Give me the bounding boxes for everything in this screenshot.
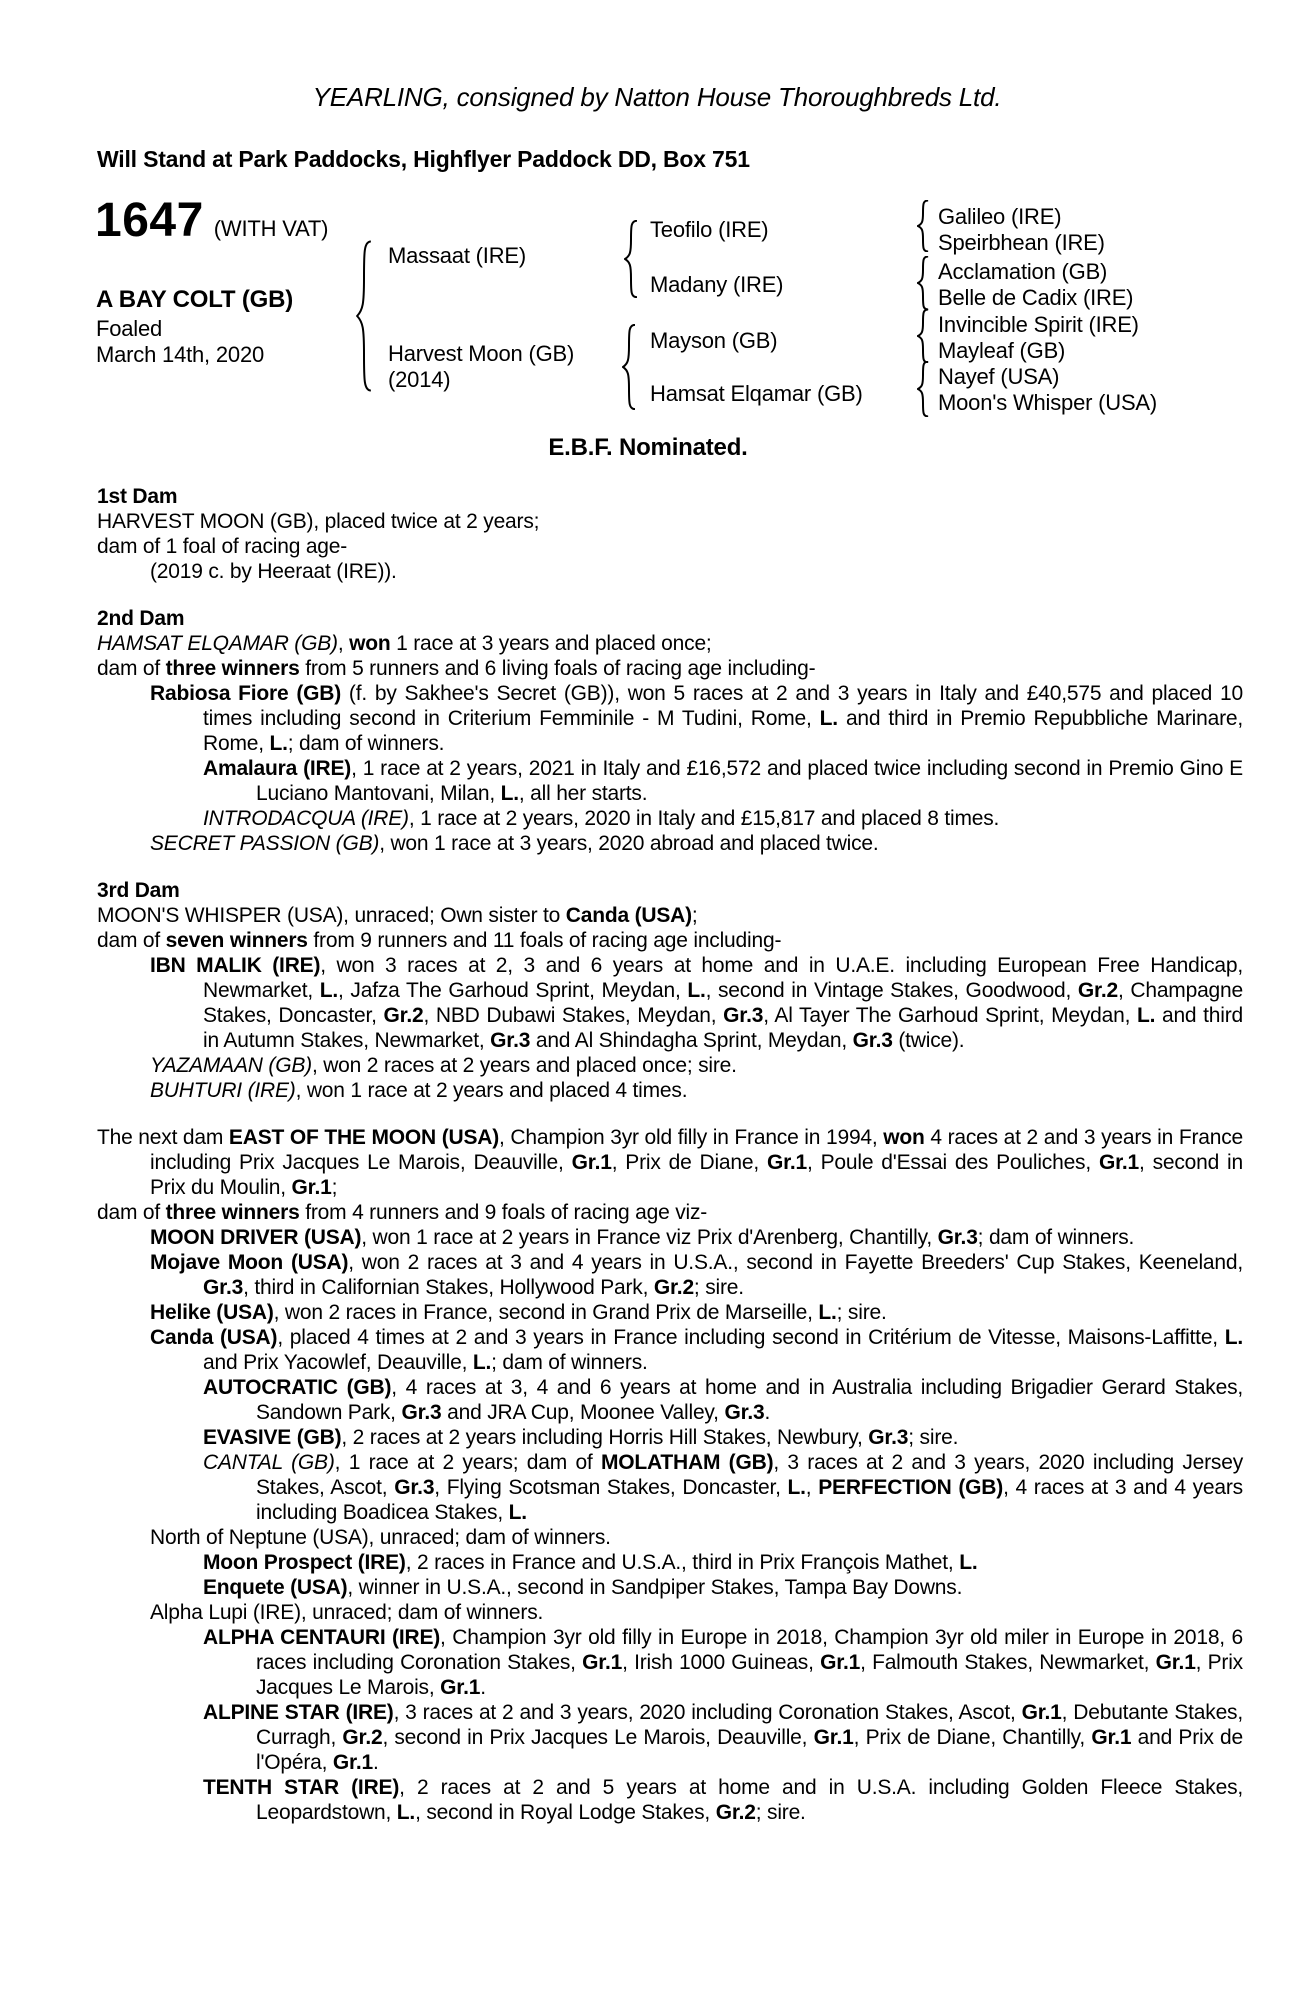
stand-location: Will Stand at Park Paddocks, Highflyer Paddock DD, Box 751 [97,146,750,172]
dam-dam-name: Hamsat Elqamar (GB) [650,381,863,406]
lot-header [95,193,328,248]
progeny-line-buhturi: BUHTURI (IRE), won 1 race at 2 years and placed 4 times. [150,1079,688,1102]
next-dam-line: The next dam EAST OF THE MOON (USA), Champion 3yr old filly in France in 1994, won 4 races at 2 and 3 years in France including Prix Jacques Le Marois, Deauville, Gr.1, Prix de Diane, Gr.1, Poule d'Essai des Pouliches, Gr.1, second in Prix du Moulin, Gr.1; [97,1126,1244,1199]
dam-record-line: HAMSAT ELQAMAR (GB), won 1 race at 3 years and placed once; [97,632,712,655]
progeny-line-introdacqua: INTRODACQUA (IRE), 1 race at 2 years, 2020 in Italy and £15,817 and placed 8 times. [203,807,1000,830]
foaled-label: Foaled [96,316,163,341]
dam-sire-dam-name: Mayleaf (GB) [938,338,1066,363]
dam-produce-intro: dam of three winners from 4 runners and 9 foals of racing age viz- [97,1201,708,1224]
consignor-title: YEARLING, consigned by Natton House Thoroughbreds Ltd. [312,82,1002,112]
dam-sire-sire-name: Invincible Spirit (IRE) [938,312,1139,337]
progeny-line-cantal: CANTAL (GB), 1 race at 2 years; dam of MOLATHAM (GB), 3 races at 2 and 3 years, 2020 including Jersey Stakes, Ascot, Gr.3, Flying Scotsman Stakes, Doncaster, L., PERFECTION (GB), 4 races at 3 and 4 years including Boadicea Stakes, L. [203,1451,1243,1524]
section-1st-dam [97,484,1243,584]
progeny-line-moon-prospect: Moon Prospect (IRE), 2 races in France and U.S.A., third in Prix François Mathet, L. [203,1551,978,1574]
pedigree-brace-gg3 [917,309,929,363]
section-next-dam [97,1125,1243,1825]
progeny-line-rabiosa-fiore: Rabiosa Fiore (GB) (f. by Sakhee's Secret (GB)), won 5 races at 2 and 3 years in Italy and £40,575 and placed 10 times including second in Criterium Femminile - M Tudini, Rome, L. and third in Premio Repubbliche Marinare, Rome, L.; dam of winners. [150,682,1243,755]
sire-dam-name: Madany (IRE) [650,272,784,297]
dam-dam-sire-name: Nayef (USA) [938,364,1060,389]
dam-produce-intro: dam of three winners from 5 runners and 6 living foals of racing age including- [97,657,816,680]
dam-dam-dam-name: Moon's Whisper (USA) [938,390,1158,415]
pedigree-brace-gg2 [917,256,929,310]
dam-record-line: MOON'S WHISPER (USA), unraced; Own sister to Canda (USA); [97,904,698,927]
section-3rd-dam [97,878,1243,1103]
dam-produce-intro: dam of seven winners from 9 runners and 11 foals of racing age including- [97,929,782,952]
progeny-line-enquete: Enquete (USA), winner in U.S.A., second in Sandpiper Stakes, Tampa Bay Downs. [203,1576,963,1599]
pedigree-brace-dam [622,324,636,410]
dam-sire-name: Mayson (GB) [650,328,778,353]
produce-line: (2019 c. by Heeraat (IRE)). [150,560,397,583]
dam-name: Harvest Moon (GB) [388,341,575,366]
progeny-line-alpine-star: ALPINE STAR (IRE), 3 races at 2 and 3 years, 2020 including Coronation Stakes, Ascot, Gr.1, Debutante Stakes, Curragh, Gr.2, second in Prix Jacques Le Marois, Deauville, Gr.1, Prix de Diane, Chantilly, Gr.1 and Prix de l'Opéra, Gr.1. [203,1701,1243,1774]
pedigree-brace-gg4 [917,361,929,417]
dam-produce-intro: dam of 1 foal of racing age- [97,535,348,558]
progeny-line-yazamaan: YAZAMAAN (GB), won 2 races at 2 years and placed once; sire. [150,1054,737,1077]
section-heading-1st-dam: 1st Dam [97,485,178,508]
lot-number: 1647 [95,194,204,247]
progeny-line-north-of-neptune: North of Neptune (USA), unraced; dam of winners. [150,1526,611,1549]
sire-dam-sire-name: Acclamation (GB) [938,259,1108,284]
section-heading-2nd-dam: 2nd Dam [97,607,185,630]
pedigree-brace-main [356,240,372,392]
progeny-line-canda: Canda (USA), placed 4 times at 2 and 3 years in France including second in Critérium de Vitesse, Maisons-Laffitte, L. and Prix Yacowlef, Deauville, L.; dam of winners. [150,1326,1244,1374]
progeny-line-ibn-malik: IBN MALIK (IRE), won 3 races at 2, 3 and 6 years at home and in U.A.E. including European Free Handicap, Newmarket, L., Jafza The Garhoud Sprint, Meydan, L., second in Vintage Stakes, Goodwood, Gr.2, Champagne Stakes, Doncaster, Gr.2, NBD Dubawi Stakes, Meydan, Gr.3, Al Tayer The Garhoud Sprint, Meydan, L. and third in Autumn Stakes, Newmarket, Gr.3 and Al Shindagha Sprint, Meydan, Gr.3 (twice). [150,954,1243,1052]
section-2nd-dam [97,606,1243,856]
vat-note: (WITH VAT) [213,216,329,241]
progeny-line-moon-driver: MOON DRIVER (USA), won 1 race at 2 years in France viz Prix d'Arenberg, Chantilly, Gr.3; dam of winners. [150,1226,1135,1249]
progeny-line-helike: Helike (USA), won 2 races in France, second in Grand Prix de Marseille, L.; sire. [150,1301,887,1324]
section-heading-3rd-dam: 3rd Dam [97,879,180,902]
dam-year: (2014) [388,367,451,392]
progeny-line-secret-passion: SECRET PASSION (GB), won 1 race at 3 years, 2020 abroad and placed twice. [150,832,879,855]
ebf-nominated: E.B.F. Nominated. [548,434,748,461]
pedigree-brace-sire [624,220,638,298]
sire-sire-sire-name: Galileo (IRE) [938,204,1062,229]
pedigree-text [97,484,1243,1847]
progeny-line-evasive: EVASIVE (GB), 2 races at 2 years including Horris Hill Stakes, Newbury, Gr.3; sire. [203,1426,959,1449]
horse-description: A BAY COLT (GB) [96,286,294,313]
progeny-line-autocratic: AUTOCRATIC (GB), 4 races at 3, 4 and 6 years at home and in Australia including Brigadier Gerard Stakes, Sandown Park, Gr.3 and JRA Cup, Moonee Valley, Gr.3. [203,1376,1244,1424]
progeny-line-tenth-star: TENTH STAR (IRE), 2 races at 2 and 5 years at home and in U.S.A. including Golden Fleece Stakes, Leopardstown, L., second in Royal Lodge Stakes, Gr.2; sire. [203,1776,1243,1824]
pedigree-brace-gg1 [917,200,929,252]
progeny-line-mojave-moon: Mojave Moon (USA), won 2 races at 3 and 4 years in U.S.A., second in Fayette Breeders' Cup Stakes, Keeneland, Gr.3, third in Californian Stakes, Hollywood Park, Gr.2; sire. [150,1251,1244,1299]
foaled-date: March 14th, 2020 [96,342,265,367]
progeny-line-alpha-lupi: Alpha Lupi (IRE), unraced; dam of winners. [150,1601,544,1624]
sire-name: Massaat (IRE) [388,243,526,268]
progeny-line-alpha-centauri: ALPHA CENTAURI (IRE), Champion 3yr old filly in Europe in 2018, Champion 3yr old miler in Europe in 2018, 6 races including Coronation Stakes, Gr.1, Irish 1000 Guineas, Gr.1, Falmouth Stakes, Newmarket, Gr.1, Prix Jacques Le Marois, Gr.1. [203,1626,1243,1699]
sire-sire-name: Teofilo (IRE) [650,217,769,242]
progeny-line-amalaura: Amalaura (IRE), 1 race at 2 years, 2021 in Italy and £16,572 and placed twice including second in Premio Gino E Luciano Mantovani, Milan, L., all her starts. [203,757,1243,805]
sire-sire-dam-name: Speirbhean (IRE) [938,230,1105,255]
dam-record-line: HARVEST MOON (GB), placed twice at 2 years; [97,510,540,533]
sire-dam-dam-name: Belle de Cadix (IRE) [938,285,1134,310]
